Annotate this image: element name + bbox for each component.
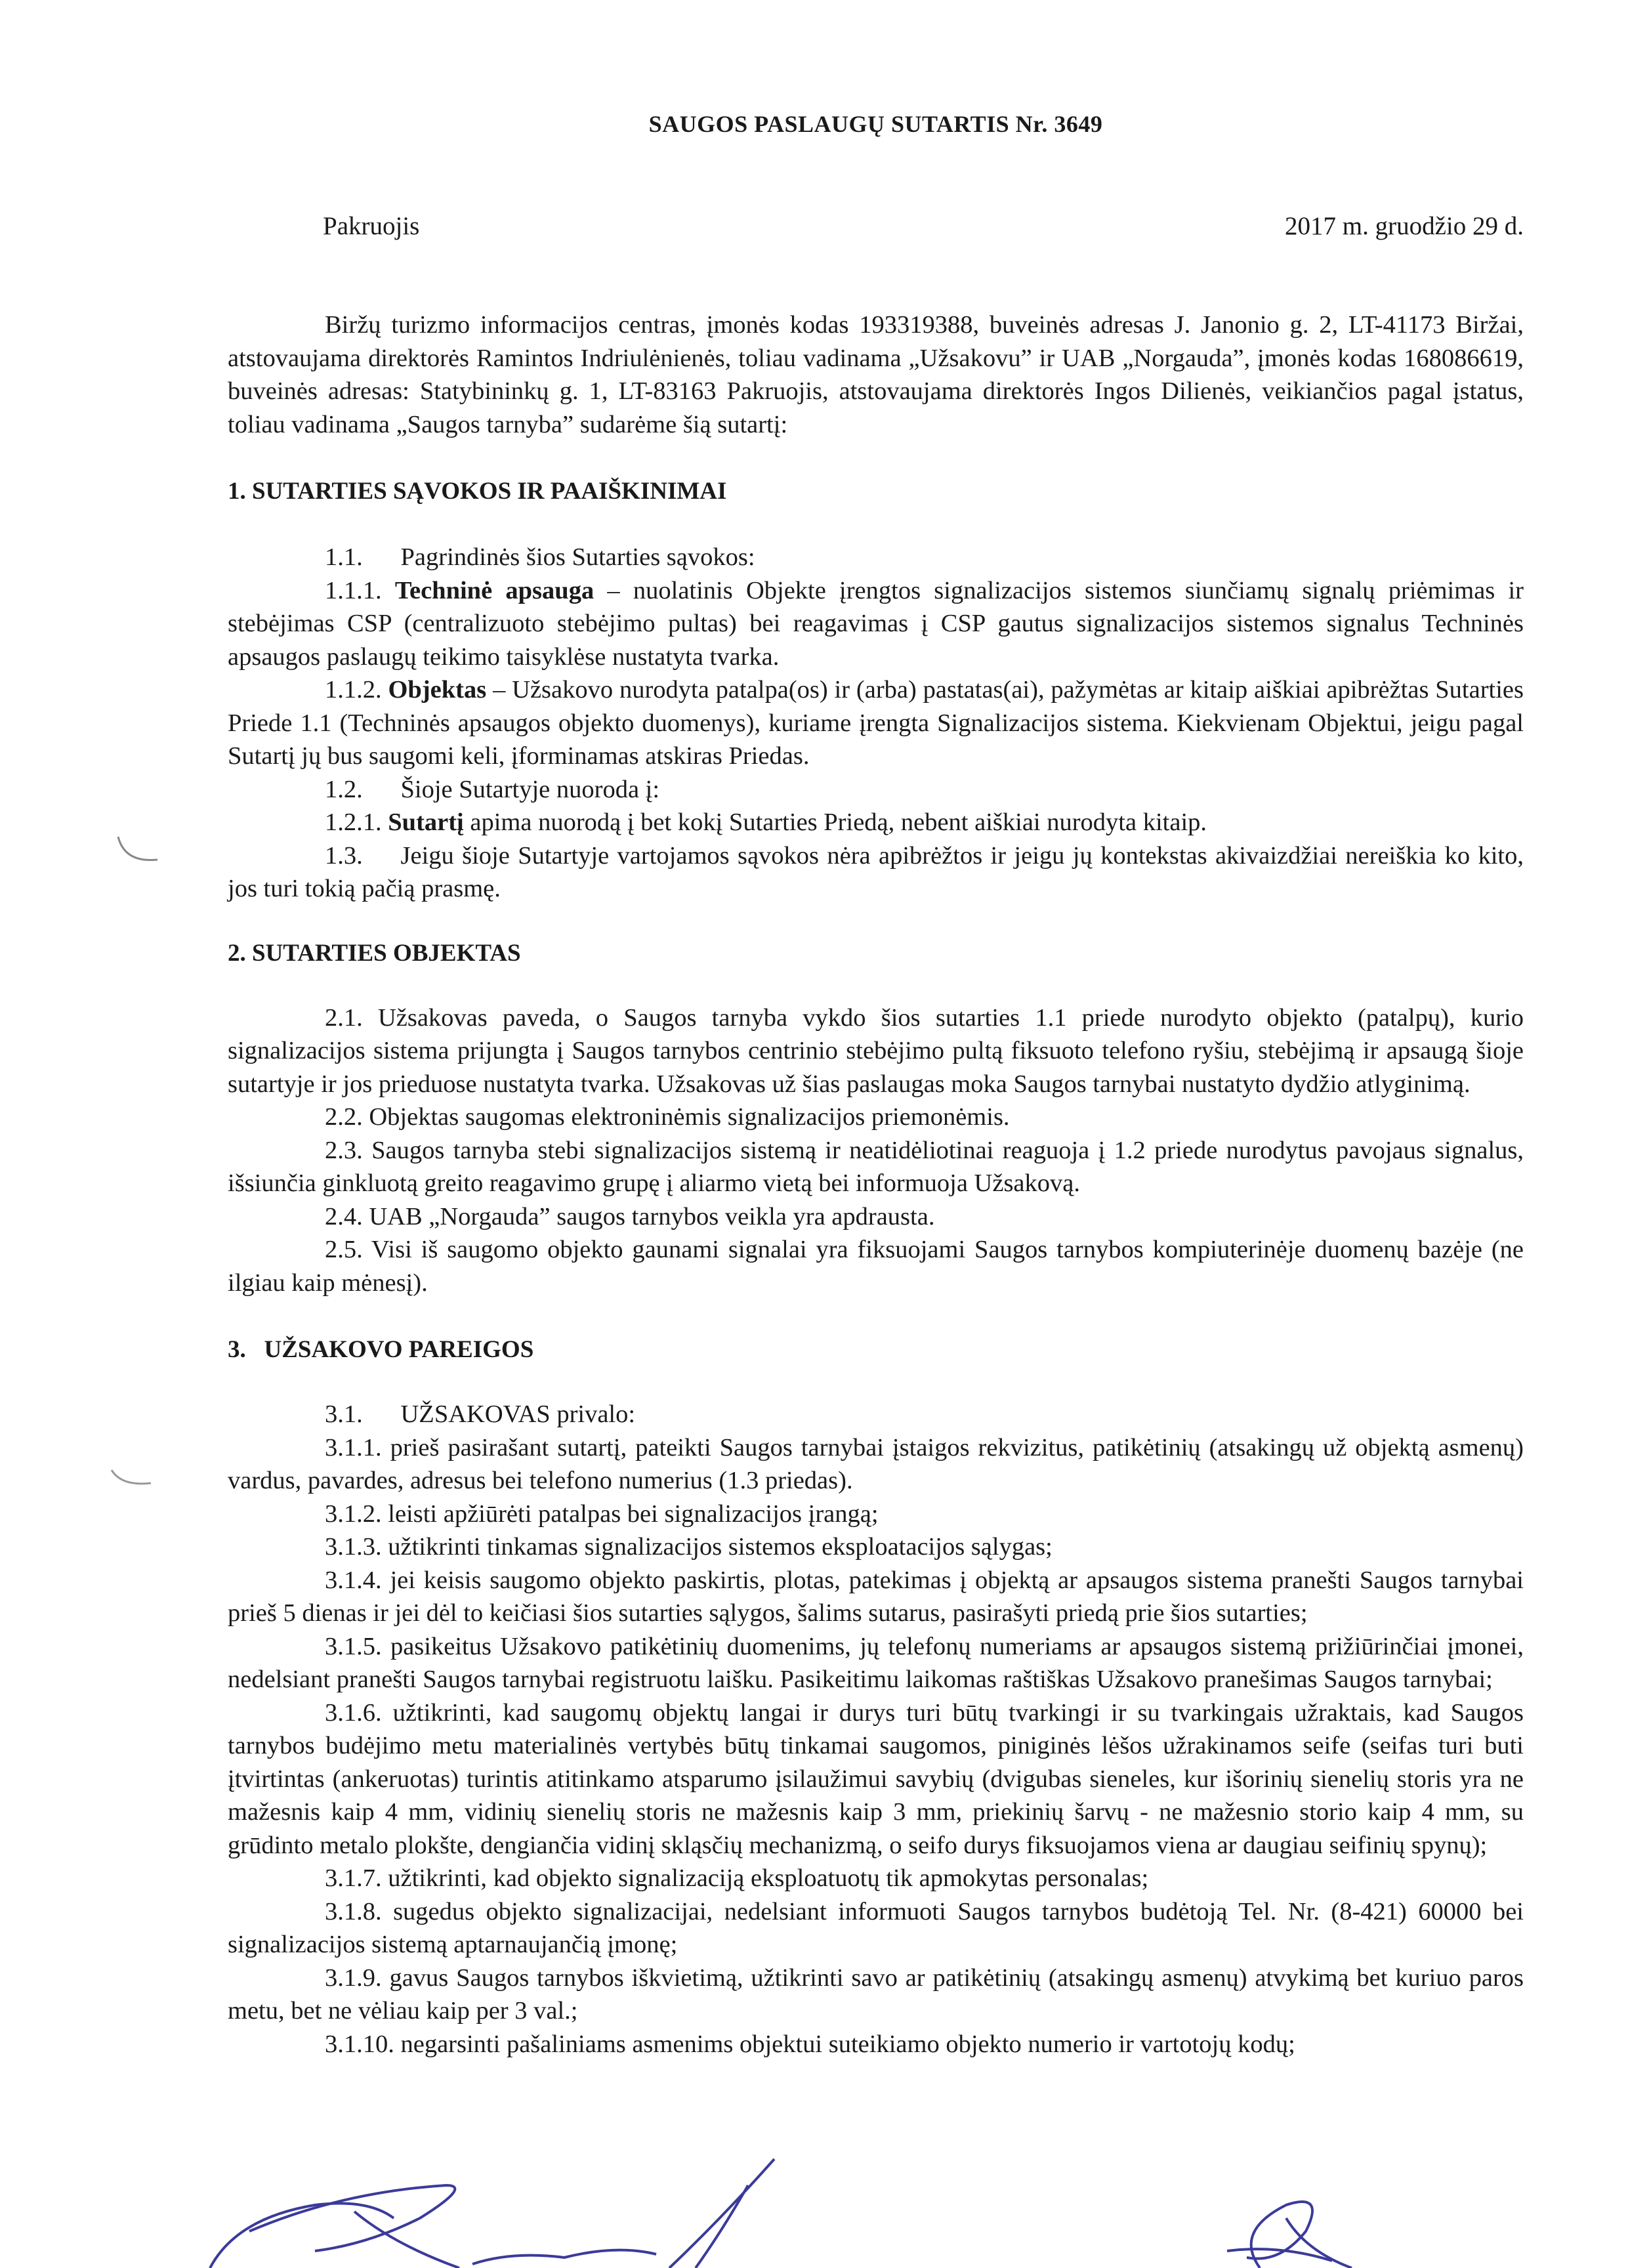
clause-text: užtikrinti, kad objekto signalizaciją eksploatuotų tik apmokytas personalas;: [388, 1864, 1149, 1892]
contract-body: [228, 308, 1524, 2061]
clause-1-2: [228, 773, 1524, 807]
clause-text: gavus Saugos tarnybos iškvietimą, užtikrinti savo ar patikėtinių (atsakingų asmenų) atvykimą bet kuriuo paros metu, bet ne vėliau kaip per 3 val.;: [228, 1964, 1524, 2025]
clause-2-4: [228, 1200, 1524, 1234]
clause-number: 2.4.: [325, 1202, 363, 1230]
clause-text: Šioje Sutartyje nuoroda į:: [400, 775, 660, 803]
clause-number: 2.2.: [325, 1103, 363, 1131]
clause-text: užtikrinti tinkamas signalizacijos sistemos eksploatacijos sąlygas;: [388, 1533, 1053, 1561]
contract-date: 2017 m. gruodžio 29 d.: [1285, 212, 1524, 240]
scan-mark-hole: [105, 1463, 157, 1503]
contract-place: Pakruojis: [323, 212, 420, 240]
clause-1-1-2: [228, 673, 1524, 773]
clause-number: 3.1.1.: [325, 1433, 382, 1461]
clause-3-1-9: [228, 1962, 1524, 2028]
clause-text: – Užsakovo nurodyta patalpa(os) ir (arba) pastatas(ai), pažymėtas ar kitaip aiškiai apibrėžtas Sutarties Priede 1.1 (Techninės apsaugos objekto duomenys), kuriame įrengta Signalizacijos sistema. Kiekvienam Objektui, jeigu pagal Sutartį jų bus saugomi keli, įforminamas atskiras Priedas.: [228, 676, 1524, 770]
clause-text: jei keisis saugomo objekto paskirtis, plotas, patekimas į objektą ar apsaugos sistema pranešti Saugos tarnybai prieš 5 dienas ir jei dėl to keičiasi šios sutarties sąlygos, šalims sutarus, pasirašyti priedą prie šios sutarties;: [228, 1566, 1524, 1627]
clause-2-5: [228, 1233, 1524, 1299]
clause-number: 3.1.8.: [325, 1897, 382, 1925]
clause-number: 3.1.3.: [325, 1533, 382, 1561]
clause-number: 3.1.6.: [325, 1698, 382, 1727]
clause-1-1-1: [228, 574, 1524, 674]
clause-number: 1.3.: [325, 841, 363, 870]
clause-3-1-3: [228, 1530, 1524, 1564]
clause-3-1-4: [228, 1564, 1524, 1630]
clause-text: Objektas saugomas elektroninėmis signalizacijos priemonėmis.: [369, 1103, 1010, 1131]
section-2-items: [228, 1001, 1524, 1300]
clause-3-1-6: [228, 1696, 1524, 1862]
defined-term: Techninė apsauga: [394, 576, 595, 604]
clause-1-3: [228, 839, 1524, 906]
clause-3-1-5: [228, 1630, 1524, 1696]
clause-number: 1.1.1.: [325, 576, 382, 604]
clause-text: UŽSAKOVAS privalo:: [400, 1400, 636, 1428]
clause-text: negarsinti pašaliniams asmenims objektui suteikiamo objekto numerio ir vartotojų kodų;: [400, 2030, 1295, 2058]
clause-number: 3.1.7.: [325, 1864, 382, 1892]
clause-number: 1.1.2.: [325, 676, 382, 704]
clause-number: 2.5.: [325, 1236, 363, 1263]
clause-number: 2.1.: [325, 1003, 363, 1032]
clause-number: 1.2.1.: [325, 808, 382, 836]
clause-2-1: [228, 1001, 1524, 1101]
clause-3-1-8: [228, 1895, 1524, 1962]
scan-mark-hole: [112, 833, 164, 873]
clause-number: 2.3.: [325, 1136, 363, 1164]
clause-text: Visi iš saugomo objekto gaunami signalai yra fiksuojami Saugos tarnybos kompiuterinėje duomenų bazėje (ne ilgiau kaip mėnesį).: [228, 1236, 1524, 1297]
clause-text: užtikrinti, kad saugomų objektų langai ir durys turi būtų tvarkingi ir su tvarkingais užraktais, kad Saugos tarnybos budėjimo metu materialinės vertybės būtų tinkamai saugomos, piniginės lėšos užrakinamos seife (seifas turi buti įtvirtintas (ankeruotas) turintis atitinkamo atsparumo įsilaužimui savybių (dvigubas sieneles, kur išorinių sienelių storis yra ne mažesnis kaip 4 mm, vidinių sienelių storis ne mažesnis kaip 3 mm, priekinių šarvų - ne mažesnio storio kaip 4 mm, su grūdinto metalo plokšte, dengiančia vidinį skląsčių mechanizmą, o seifo durys fiksuojamos viena ar daugiau seifinių spynų);: [228, 1698, 1524, 1859]
clause-text: Užsakovas paveda, o Saugos tarnyba vykdo šios sutarties 1.1 priede nurodyto objekto (patalpų), kurio signalizacijos sistema prijungta į Saugos tarnybos centrinio stebėjimo pultą fiksuoto telefono ryšiu, stebėjimą ir apsaugą šioje sutartyje ir jos prieduose nustatyta tvarka. Užsakovas už šias paslaugas moka Saugos tarnybai nustatyto dydžio atlyginimą.: [228, 1003, 1524, 1098]
clause-2-2: [228, 1101, 1524, 1134]
section-2-heading: 2. SUTARTIES OBJEKTAS: [228, 939, 521, 967]
section-1-items: [228, 541, 1524, 906]
defined-term: Objektas: [388, 676, 487, 704]
parties-paragraph: Biržų turizmo informacijos centras, įmonės kodas 193319388, buveinės adresas J. Janonio g. 2, LT-41173 Biržai, atstovaujama direktorės Ramintos Indriulėnienės, toliau vadinama „Užsakovu” ir UAB „Norgauda”, įmonės kodas 168086619, buveinės adresas: Statybininkų g. 1, LT-83163 Pakruojis, atstovaujama direktorės Ingos Dilienės, veikiančios pagal įstatus, toliau vadinama „Saugos tarnyba” sudarėme šią sutartį:: [228, 311, 1524, 438]
clause-3-1: [228, 1398, 1524, 1431]
clause-number: 3.1.10.: [325, 2030, 394, 2058]
clause-text: pasikeitus Užsakovo patikėtinių duomenims, jų telefonų numeriams ar apsaugos sistemą prižiūrinčiai įmonei, nedelsiant pranešti Saugos tarnybai registruotu laišku. Pasikeitimu laikomas raštiškas Užsakovo pranešimas Saugos tarnybai;: [228, 1632, 1524, 1693]
section-3-items: [228, 1398, 1524, 2061]
clause-3-1-7: [228, 1862, 1524, 1895]
clause-3-1-1: [228, 1431, 1524, 1498]
clause-number: 3.1.2.: [325, 1500, 382, 1528]
clause-text: sugedus objekto signalizacijai, nedelsiant informuoti Saugos tarnybos budėtoją Tel. Nr. (8-421) 60000 bei signalizacijos sistemą aptarnaujančią įmonę;: [228, 1897, 1524, 1958]
clause-number: 3.1.5.: [325, 1632, 382, 1660]
clause-1-2-1: [228, 806, 1524, 839]
clause-3-1-10: [228, 2028, 1524, 2061]
clause-text: leisti apžiūrėti patalpas bei signalizacijos įrangą;: [388, 1500, 879, 1528]
clause-2-3: [228, 1134, 1524, 1200]
clause-number: 3.1.4.: [325, 1566, 382, 1594]
clause-text: Saugos tarnyba stebi signalizacijos sistemą ir neatidėliotinai reaguoja į 1.2 priede nurodytus pavojaus signalus, išsiunčia ginkluotą greito reagavimo grupę į aliarmo vietą bei informuoja Užsakovą.: [228, 1136, 1524, 1197]
clause-3-1-2: [228, 1498, 1524, 1531]
clause-text: Jeigu šioje Sutartyje vartojamos sąvokos nėra apibrėžtos ir jeigu jų kontekstas akivaizdžiai nereiškia ko kito, jos turi tokią pačią prasmę.: [228, 841, 1524, 902]
section-3-heading: 3. UŽSAKOVO PAREIGOS: [228, 1336, 534, 1363]
clause-text: prieš pasirašant sutartį, pateikti Saugos tarnybai įstaigos rekvizitus, patikėtinių (atsakingų už objektą asmenų) vardus, pavardes, adresus bei telefono numerius (1.3 priedas).: [228, 1433, 1524, 1494]
signature-service: [1227, 2202, 1352, 2268]
defined-term: Sutartį: [388, 808, 464, 836]
clause-text: UAB „Norgauda” saugos tarnybos veikla yra apdrausta.: [369, 1202, 935, 1230]
contract-title: SAUGOS PASLAUGŲ SUTARTIS Nr. 3649: [648, 111, 1103, 137]
clause-1-1: [228, 541, 1524, 574]
signature-client: [210, 2159, 774, 2268]
clause-number: 1.1.: [325, 543, 363, 571]
clause-text: – nuolatinis Objekte įrengtos signalizacijos sistemos siunčiamų signalų priėmimas ir stebėjimas CSP (centralizuoto stebėjimo pultas) bei reagavimas į CSP gautus signalizacijos sistemos signalus Techninės apsaugos paslaugų teikimo taisyklėse nustatyta tvarka.: [228, 576, 1524, 671]
clause-text: Pagrindinės šios Sutarties sąvokos:: [400, 543, 755, 571]
clause-number: 3.1.9.: [325, 1964, 382, 1992]
clause-text: apima nuorodą į bet kokį Sutarties Priedą, nebent aiškiai nurodyta kitaip.: [463, 808, 1207, 836]
clause-number: 1.2.: [325, 775, 363, 803]
clause-number: 3.1.: [325, 1400, 363, 1428]
section-1-heading: 1. SUTARTIES SĄVOKOS IR PAAIŠKINIMAI: [228, 478, 727, 505]
